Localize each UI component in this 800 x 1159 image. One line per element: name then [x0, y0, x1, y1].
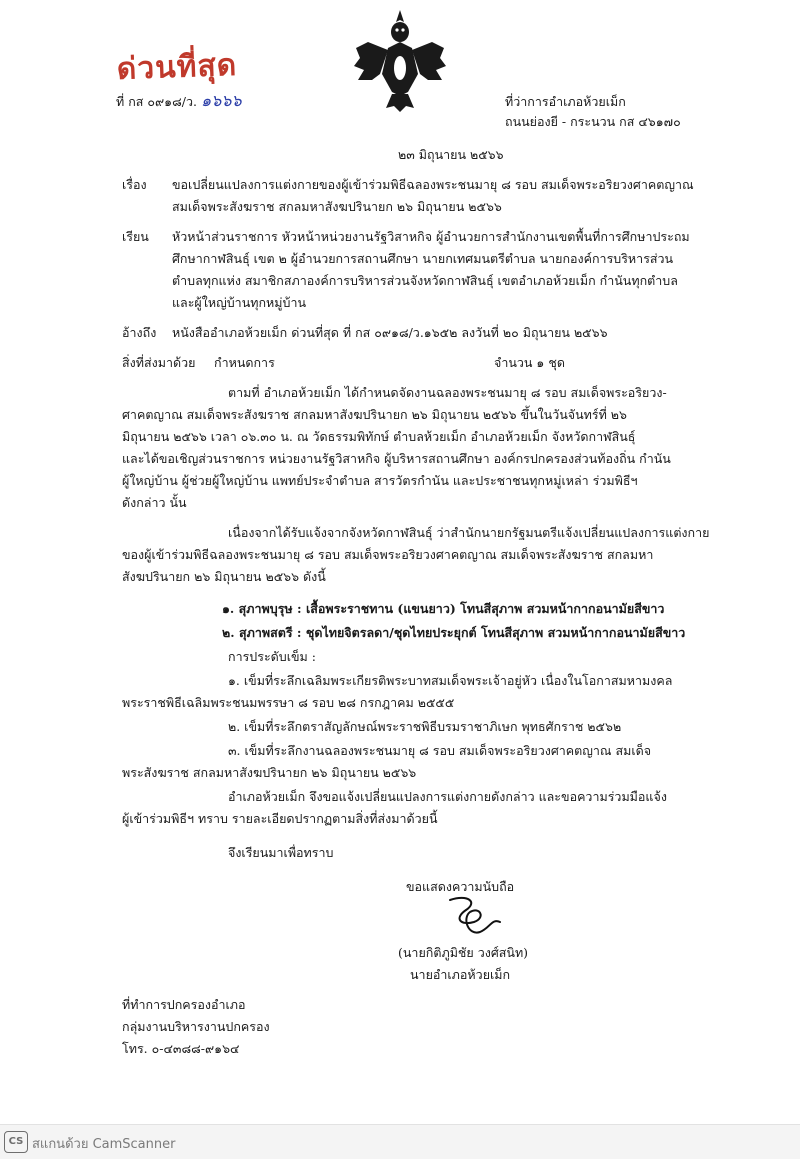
paragraph-2-line-2: ของผู้เข้าร่วมพิธีฉลองพระชนมายุ ๘ รอบ สมเด็จพระอริยวงศาคตญาณ สมเด็จพระสังฆราช สกลมหา — [122, 547, 654, 562]
document-number — [116, 92, 242, 111]
recipient-line-4: และผู้ใหญ่บ้านทุกหมู่บ้าน — [172, 295, 307, 310]
subject-line-2: สมเด็จพระสังฆราช สกลมหาสังฆปรินายก ๒๖ มิถุนายน ๒๕๖๖ — [172, 199, 502, 214]
pin-header: การประดับเข็ม : — [228, 649, 316, 664]
document-number-prefix: ที่ กส ๐๙๑๘/ว. — [116, 94, 197, 109]
pin-1-line-1: ๑. เข็มที่ระลึกเฉลิมพระเกียรติพระบาทสมเด็จพระเจ้าอยู่หัว เนื่องในโอกาสมหามงคล — [228, 673, 673, 688]
document-date: ๒๓ มิถุนายน ๒๕๖๖ — [398, 147, 504, 162]
closing-regards: ขอแสดงความนับถือ — [406, 879, 515, 894]
scanner-footer — [0, 1124, 800, 1159]
dress-code-men: ๑. สุภาพบุรุษ : เสื้อพระราชทาน (แขนยาว) โทนสีสุภาพ สวมหน้ากากอนามัยสีขาว — [222, 601, 665, 616]
paragraph-1-line-6: ดังกล่าว นั้น — [122, 495, 187, 510]
contact-department: กลุ่มงานบริหารงานปกครอง — [122, 1019, 270, 1034]
office-address: ถนนย่องยี - กระนวน กส ๔๖๑๗๐ — [505, 114, 681, 129]
attachment-item: กำหนดการ — [214, 355, 275, 370]
pin-3-line-1: ๓. เข็มที่ระลึกงานฉลองพระชนมายุ ๘ รอบ สมเด็จพระอริยวงศาคตญาณ สมเด็จ — [228, 743, 652, 758]
paragraph-1-line-4: และได้ขอเชิญส่วนราชการ หน่วยงานรัฐวิสาหกิจ ผู้บริหารสถานศึกษา องค์กรปกครองส่วนท้องถิ่น กำนัน — [122, 451, 671, 466]
camscanner-logo-icon: CS — [4, 1131, 28, 1153]
paragraph-1-line-1: ตามที่ อำเภอห้วยเม็ก ได้กำหนดจัดงานฉลองพระชนมายุ ๘ รอบ สมเด็จพระอริยวง- — [228, 385, 667, 400]
recipient-line-2: ศึกษากาฬสินธุ์ เขต ๒ ผู้อำนวยการสถานศึกษา นายกเทศมนตรีตำบล นายกองค์การบริหารส่วน — [172, 251, 674, 266]
pin-1-line-2: พระราชพิธีเฉลิมพระชนมพรรษา ๘ รอบ ๒๘ กรกฎาคม ๒๕๕๕ — [122, 695, 455, 710]
paragraph-2-line-1: เนื่องจากได้รับแจ้งจากจังหวัดกาฬสินธุ์ ว่าสำนักนายกรัฐมนตรีแจ้งเปลี่ยนแปลงการแต่งกาย — [228, 525, 710, 540]
attachment-quantity: จำนวน ๑ ชุด — [494, 355, 565, 370]
signatory-position: นายอำเภอห้วยเม็ก — [410, 967, 511, 982]
recipient-line-3: ตำบลทุกแห่ง สมาชิกสภาองค์การบริหารส่วนจังหวัดกาฬสินธุ์ เขตอำเภอห้วยเม็ก กำนันทุกตำบล — [172, 273, 678, 288]
paragraph-2-line-3: สังฆปรินายก ๒๖ มิถุนายน ๒๕๖๖ ดังนี้ — [122, 569, 326, 584]
signature-icon — [440, 892, 510, 940]
attachment-label: สิ่งที่ส่งมาด้วย — [122, 355, 196, 370]
recipient-label: เรียน — [122, 229, 149, 244]
subject-line-1: ขอเปลี่ยนแปลงการแต่งกายของผู้เข้าร่วมพิธีฉลองพระชนมายุ ๘ รอบ สมเด็จพระอริยวงศาคตญาณ — [172, 177, 694, 192]
dress-code-women: ๒. สุภาพสตรี : ชุดไทยจิตรลดา/ชุดไทยประยุกต์ โทนสีสุภาพ สวมหน้ากากอนามัยสีขาว — [222, 625, 686, 640]
reference-text: หนังสืออำเภอห้วยเม็ก ด่วนที่สุด ที่ กส ๐๙๑๘/ว.๑๖๕๒ ลงวันที่ ๒๐ มิถุนายน ๒๕๖๖ — [172, 325, 608, 340]
recipient-line-1: หัวหน้าส่วนราชการ หัวหน้าหน่วยงานรัฐวิสาหกิจ ผู้อำนวยการสำนักงานเขตพื้นที่การศึกษาประถม — [172, 229, 690, 244]
garuda-emblem-icon — [350, 8, 450, 116]
closing-request: จึงเรียนมาเพื่อทราบ — [228, 845, 334, 860]
paragraph-3-line-1: อำเภอห้วยเม็ก จึงขอแจ้งเปลี่ยนแปลงการแต่งกายดังกล่าว และขอความร่วมมือแจ้ง — [228, 789, 667, 804]
urgency-stamp: ด่วนที่สุด — [116, 47, 238, 87]
pin-2: ๒. เข็มที่ระลึกตราสัญลักษณ์พระราชพิธีบรมราชาภิเษก พุทธศักราช ๒๕๖๒ — [228, 719, 622, 734]
paragraph-1-line-3: มิถุนายน ๒๕๖๖ เวลา ๐๖.๓๐ น. ณ วัดธรรมพิทักษ์ ตำบลห้วยเม็ก อำเภอห้วยเม็ก จังหวัดกาฬสินธุ์ — [122, 429, 636, 444]
contact-phone: โทร. ๐-๔๓๘๘-๙๑๖๔ — [122, 1041, 240, 1056]
handwritten-number: ๑๖๖๖ — [200, 91, 242, 110]
paragraph-1-line-2: ศาคตญาณ สมเด็จพระสังฆราช สกลมหาสังฆปรินายก ๒๖ มิถุนายน ๒๕๖๖ ขึ้นในวันจันทร์ที่ ๒๖ — [122, 407, 627, 422]
office-name: ที่ว่าการอำเภอห้วยเม็ก — [505, 94, 626, 109]
signatory-name: (นายกิติภูมิชัย วงศ์สนิท) — [398, 945, 529, 960]
pin-3-line-2: พระสังฆราช สกลมหาสังฆปรินายก ๒๖ มิถุนายน ๒๕๖๖ — [122, 765, 417, 780]
scanner-watermark-text: สแกนด้วย CamScanner — [32, 1137, 176, 1152]
paragraph-1-line-5: ผู้ใหญ่บ้าน ผู้ช่วยผู้ใหญ่บ้าน แพทย์ประจำตำบล สารวัตรกำนัน และประชาชนทุกหมู่เหล่า ร่วมพิธีฯ — [122, 473, 638, 488]
subject-label: เรื่อง — [122, 177, 147, 192]
reference-label: อ้างถึง — [122, 325, 157, 340]
contact-office: ที่ทำการปกครองอำเภอ — [122, 997, 246, 1012]
paragraph-3-line-2: ผู้เข้าร่วมพิธีฯ ทราบ รายละเอียดปรากฏตามสิ่งที่ส่งมาด้วยนี้ — [122, 811, 438, 826]
